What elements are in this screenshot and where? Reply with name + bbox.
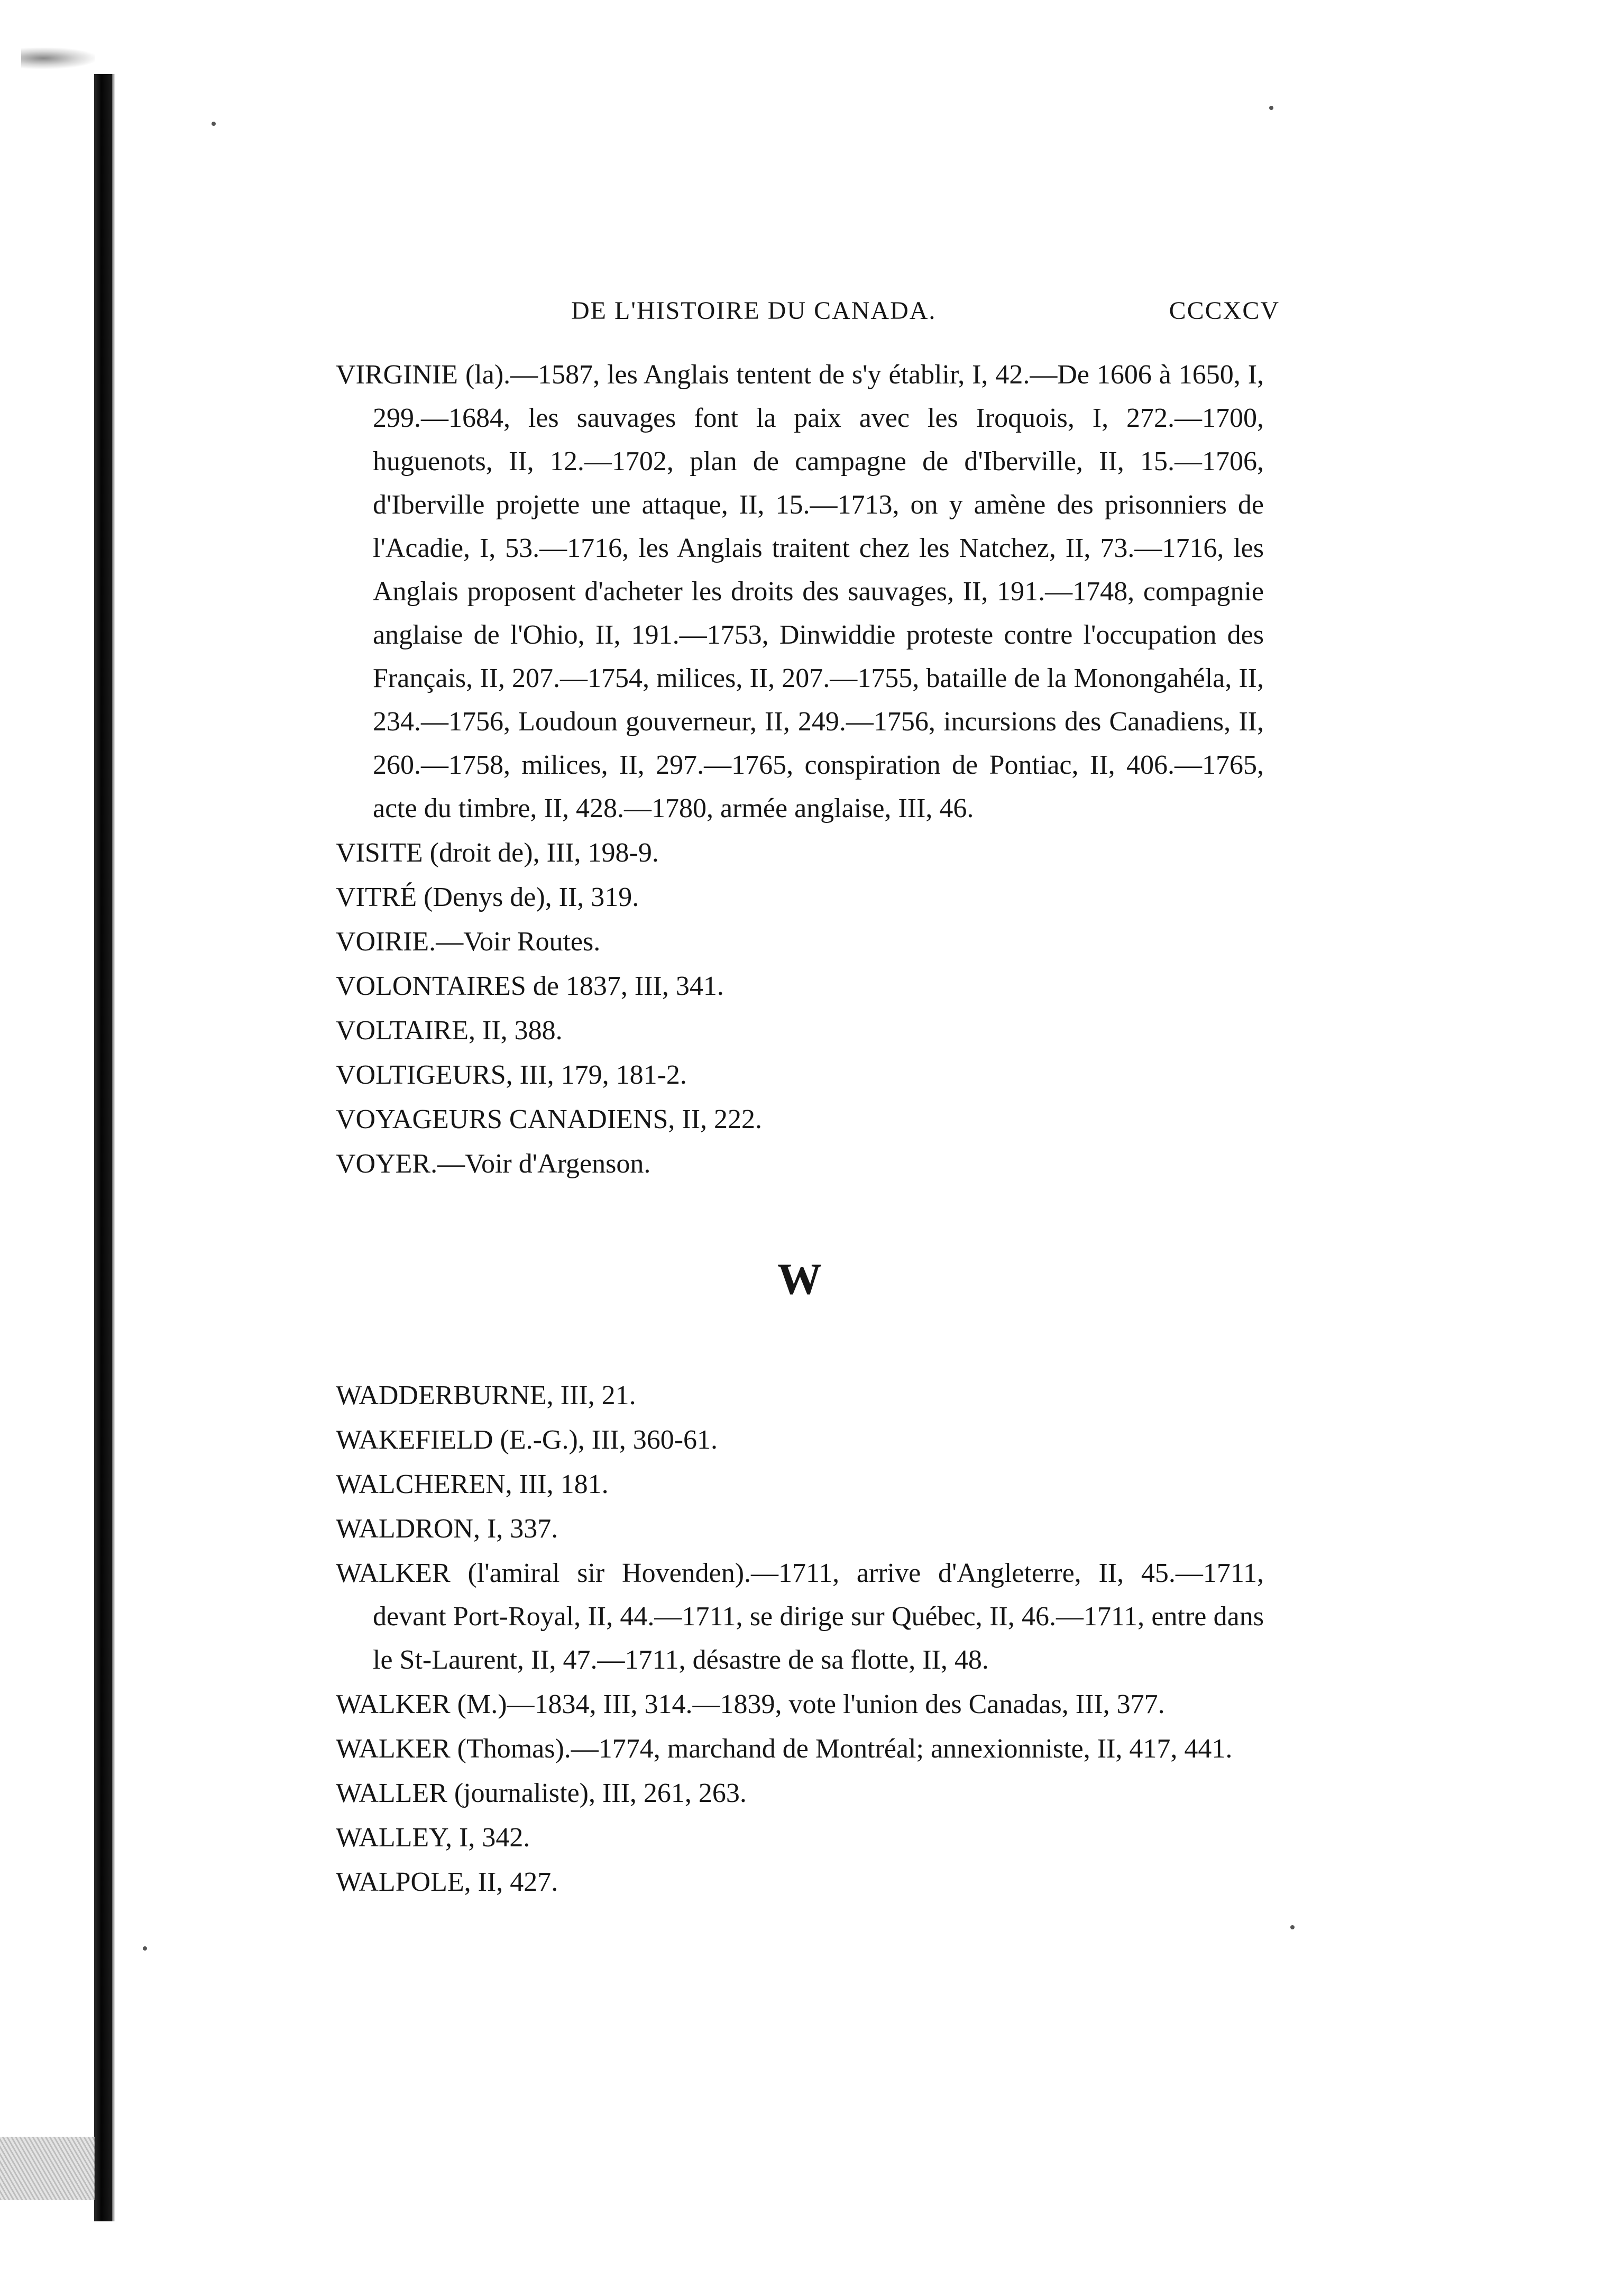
entry-head: VITRÉ: [336, 882, 417, 912]
entry-head: VOLTIGEURS,: [336, 1060, 513, 1090]
index-entry: [336, 1054, 1264, 1097]
index-entry: [336, 1816, 1264, 1860]
entry-head: VOYAGEURS CANADIENS,: [336, 1104, 675, 1134]
entry-text: —Voir d'Argenson.: [437, 1149, 651, 1179]
entry-head: WALKER: [336, 1734, 451, 1764]
entry-text: I, 342.: [459, 1823, 530, 1853]
entry-text: III, 179, 181-2.: [519, 1060, 687, 1090]
entry-text: de 1837, III, 341.: [533, 971, 724, 1001]
index-entry: [336, 1683, 1264, 1726]
index-entries-v: [336, 353, 1264, 1187]
scan-speck: [212, 122, 216, 126]
index-entry: [336, 1374, 1264, 1417]
entry-text: III, 21.: [560, 1380, 636, 1411]
entry-text: III, 181.: [519, 1469, 609, 1499]
entry-text: (droit de), III, 198-9.: [429, 838, 659, 868]
entry-head: WALLEY,: [336, 1823, 453, 1853]
entry-text: (Denys de), II, 319.: [424, 882, 639, 912]
entry-head: WALKER: [336, 1558, 451, 1588]
page-number: CCCXCV: [1169, 297, 1280, 325]
book-binding-edge: [94, 74, 112, 2221]
index-entry: [336, 1772, 1264, 1815]
entry-text: I, 337.: [487, 1514, 558, 1544]
entry-head: VOLONTAIRES: [336, 971, 526, 1001]
entry-text: (la).—1587, les Anglais tentent de s'y établir, I, 42.—De 1606 à 1650, I, 299.—1684, les sauvages font la paix avec les Iroquois, I, 272.—1700, huguenots, II, 12.—1702, plan de campagne de d'Iberville, II, 15.—1706, d'Iberville projette une attaque, II, 15.—1713, on y amène des prisonniers de l'Acadie, I, 53.—1716, les Anglais traitent chez les Natchez, II, 73.—1716, les Anglais proposent d'acheter les droits des sauvages, II, 191.—1748, compagnie anglaise de l'Ohio, II, 191.—1753, Dinwiddie proteste contre l'occupation des Français, II, 207.—1754, milices, II, 207.—1755, bataille de la Monongahéla, II, 234.—1756, Loudoun gouverneur, II, 249.—1756, incursions des Canadiens, II, 260.—1758, milices, II, 297.—1765, conspiration de Pontiac, II, 406.—1765, acte du timbre, II, 428.—1780, armée anglaise, III, 46.: [373, 360, 1264, 823]
entry-head: WALDRON,: [336, 1514, 480, 1544]
index-entry: [336, 831, 1264, 875]
entry-text: (M.)—1834, III, 314.—1839, vote l'union des Canadas, III, 377.: [457, 1689, 1165, 1719]
entry-head: WALCHEREN,: [336, 1469, 512, 1499]
entry-head: VOYER.: [336, 1149, 438, 1179]
entry-text: (E.-G.), III, 360-61.: [500, 1425, 718, 1455]
entry-head: WADDERBURNE,: [336, 1380, 554, 1411]
index-entry: [336, 876, 1264, 919]
scan-speck: [1290, 1925, 1295, 1929]
entry-head: VOLTAIRE,: [336, 1015, 476, 1046]
index-entry: [336, 1418, 1264, 1462]
entry-head: VISITE: [336, 838, 423, 868]
scan-smudge-top: [21, 48, 95, 69]
running-title: DE L'HISTOIRE DU CANADA.: [571, 297, 937, 325]
index-entry: [336, 1463, 1264, 1506]
index-entry: [336, 1098, 1264, 1141]
entry-text: II, 388.: [482, 1015, 563, 1046]
entry-text: (Thomas).—1774, marchand de Montréal; annexionniste, II, 417, 441.: [457, 1734, 1233, 1764]
entry-head: WALLER: [336, 1778, 447, 1808]
entry-head: WALPOLE,: [336, 1867, 471, 1897]
index-entry: [336, 920, 1264, 964]
index-entries-w: [336, 1374, 1264, 1905]
binding-shadow: [112, 74, 115, 2221]
index-entry: [336, 353, 1264, 830]
index-entry: [336, 1727, 1264, 1771]
entry-head: WAKEFIELD: [336, 1425, 493, 1455]
entry-text: II, 222.: [682, 1104, 763, 1134]
section-letter-heading: W: [777, 1255, 822, 1304]
entry-text: (l'amiral sir Hovenden).—1711, arrive d'Angleterre, II, 45.—1711, devant Port-Royal, II, 44.—1711, se dirige sur Québec, II, 46.—1711, entre dans le St-Laurent, II, 47.—1711, désastre de sa flotte, II, 48.: [373, 1558, 1264, 1675]
entry-head: VOIRIE.: [336, 927, 436, 957]
scan-speck: [143, 1946, 147, 1951]
index-entry: [336, 1009, 1264, 1052]
entry-head: VIRGINIE: [336, 360, 458, 390]
page-header: [571, 296, 1280, 333]
index-entry: [336, 1507, 1264, 1551]
index-entry: [336, 965, 1264, 1008]
entry-text: II, 427.: [478, 1867, 558, 1897]
scan-smudge-bottom: [0, 2137, 95, 2200]
index-entry: [336, 1552, 1264, 1682]
index-entry: [336, 1142, 1264, 1186]
index-entry: [336, 1861, 1264, 1904]
entry-head: WALKER: [336, 1689, 451, 1719]
entry-text: —Voir Routes.: [436, 927, 601, 957]
scan-speck: [1269, 106, 1273, 110]
entry-text: (journaliste), III, 261, 263.: [454, 1778, 747, 1808]
